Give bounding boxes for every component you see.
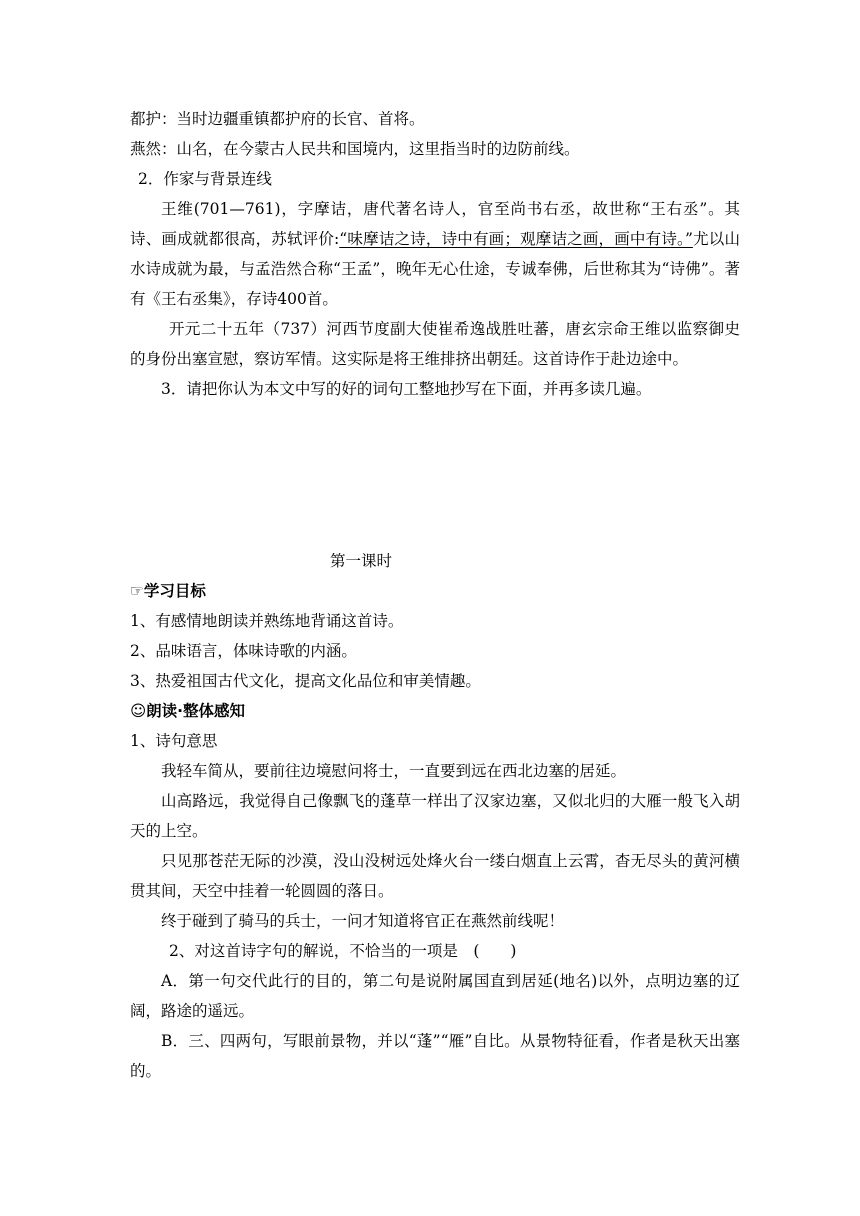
meaning-line: 只见那苍茫无际的沙漠，没山没树远处烽火台一缕白烟直上云霄，杳无尽头的黄河横贯其间，天空中挂着一轮圆圆的落日。: [130, 852, 740, 900]
section-2-heading: 2．作家与背景连线: [138, 170, 272, 188]
goal-item: 1、有感情地朗读并熟练地背诵这首诗。: [130, 612, 404, 630]
goal-item: 2、品味语言，体味诗歌的内涵。: [130, 642, 357, 660]
option-b: B．三、四两句，写眼前景物，并以“蓬”“雁”自比。从景物特征看，作者是秋天出塞的。: [130, 1032, 740, 1080]
lesson-title: 第一课时: [330, 552, 393, 570]
author-bio-part2: 尤以山水诗成就为最，与孟浩然合称“王孟”，晚年无心仕途，专诚奉佛，后世称其为“诗佛”。著有《王右丞集》，存诗400首。: [130, 230, 740, 308]
note-duhu: 都护：当时边疆重镇都护府的长官、首将。: [130, 110, 425, 128]
author-bio-part1: 王维(701—761)，字摩诘，唐代著名诗人，官至尚书右丞，故世称“王右丞”。其诗、画成就都很高，苏轼评价:: [130, 200, 740, 248]
meaning-line: 我轻车简从，要前往边境慰问将士，一直要到远在西北边塞的居延。: [161, 762, 627, 780]
section-3-instruction: 3．请把你认为本文中写的好的词句工整地抄写在下面，并再多读几遍。: [161, 380, 652, 398]
document-page: [130, 104, 740, 1086]
meaning-line: 山高路远，我觉得自己像飘飞的蓬草一样出了汉家边塞，又似北归的大雁一般飞入胡天的上空。: [130, 792, 740, 840]
goals-heading: ☞学习目标: [130, 582, 206, 600]
blank-writing-area: [130, 404, 740, 546]
author-bio: [130, 194, 740, 314]
su-shi-quote: “味摩诘之诗，诗中有画；观摩诘之画，画中有诗。”: [339, 230, 693, 248]
background-paragraph: 开元二十五年（737）河西节度副大使崔希逸战胜吐蕃，唐玄宗命王维以监察御史的身份出塞宣慰，察访军情。这实际是将王维排挤出朝廷。这首诗作于赴边途中。: [130, 320, 740, 368]
meaning-line: 终于碰到了骑马的兵士，一问才知道将官正在燕然前线呢！: [161, 912, 565, 930]
note-yanran: 燕然：山名，在今蒙古人民共和国境内，这里指当时的边防前线。: [130, 140, 580, 158]
meaning-heading: 1、诗句意思: [130, 732, 218, 750]
reading-heading: ☺朗读·整体感知: [130, 702, 246, 720]
option-a: A．第一句交代此行的目的，第二句是说附属国直到居延(地名)以外，点明边塞的辽阔，路途的遥远。: [130, 972, 740, 1020]
question-2: 2、对这首诗字句的解说，不恰当的一项是 ( ): [169, 942, 517, 960]
goal-item: 3、热爱祖国古代文化，提高文化品位和审美情趣。: [130, 672, 481, 690]
